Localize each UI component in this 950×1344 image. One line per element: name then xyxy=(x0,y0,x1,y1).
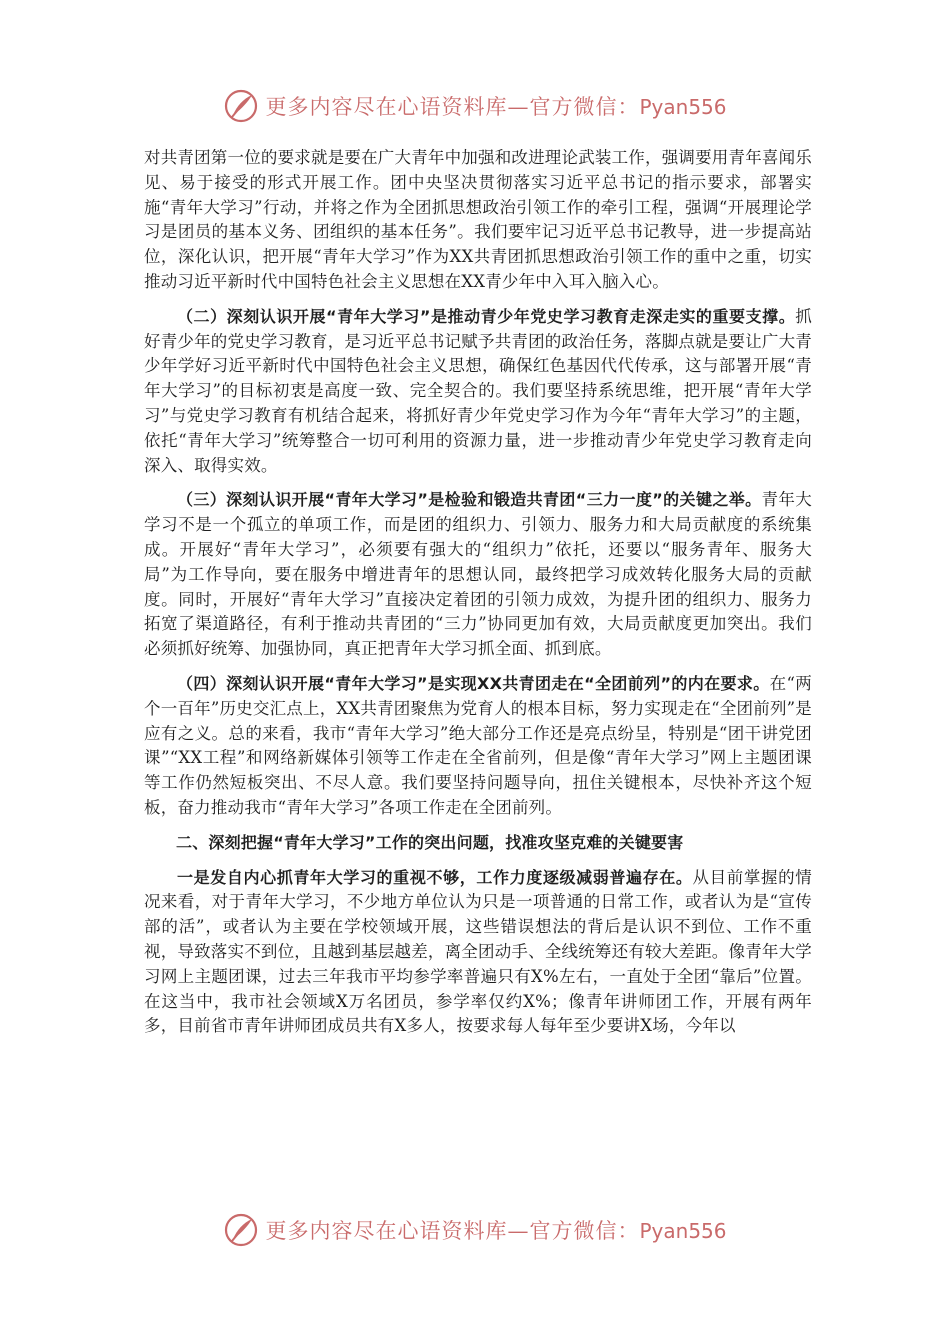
paragraph-4 xyxy=(144,672,812,821)
paragraph-4-text: 在“两个一百年”历史交汇点上，XX共青团聚焦为党育人的根本目标，努力实现走在“全团前列”是应有之义。总的来看，我市“青年大学习”绝大部分工作还是亮点纷呈，特别是“团干讲党团课”“XX工程”和网络新媒体引领等工作走在全省前列，但是像“青年大学习”网上主题团课等工作仍然短板突出、不尽人意。我们要坚持问题导向，扭住关键根本，尽快补齐这个短板，奋力推动我市“青年大学习”各项工作走在全团前列。 xyxy=(144,673,812,817)
paragraph-5 xyxy=(144,866,812,1040)
section-heading-2: 二、深刻把握“青年大学习”工作的突出问题，找准攻坚克难的关键要害 xyxy=(176,832,684,852)
feather-pen-logo-icon xyxy=(223,88,259,124)
paragraph-5-heading: 一是发自内心抓青年大学习的重视不够，工作力度逐级减弱普遍存在。 xyxy=(177,867,693,887)
footer-watermark-text: 更多内容尽在心语资料库—官方微信：Pyan556 xyxy=(265,1219,727,1243)
paragraph-2-heading: （二）深刻认识开展“青年大学习”是推动青少年党史学习教育走深走实的重要支撑。 xyxy=(177,306,796,326)
footer-wechat-id: Pyan556 xyxy=(639,1219,727,1243)
document-body xyxy=(144,146,812,1049)
header-watermark xyxy=(0,86,950,126)
paragraph-3-heading: （三）深刻认识开展“青年大学习”是检验和锻造共青团“三力一度”的关键之举。 xyxy=(177,490,762,510)
footer-watermark xyxy=(0,1210,950,1250)
header-watermark-text: 更多内容尽在心语资料库—官方微信：Pyan556 xyxy=(265,95,727,119)
feather-pen-logo-icon xyxy=(223,1212,259,1248)
paragraph-2-text: 抓好青少年的党史学习教育，是习近平总书记赋予共青团的政治任务，落脚点就是要让广大青少年学好习近平新时代中国特色社会主义思想，确保红色基因代代传承，这与部署开展“青年大学习”的目标初衷是高度一致、完全契合的。我们要坚持系统思维，把开展“青年大学习”与党史学习教育有机结合起来，将抓好青少年党史学习作为今年“青年大学习”的主题，依托“青年大学习”统筹整合一切可利用的资源力量，进一步推动青少年党史学习教育走向深入、取得实效。 xyxy=(144,306,812,475)
paragraph-4-heading: （四）深刻认识开展“青年大学习”是实现XX共青团走在“全团前列”的内在要求。 xyxy=(177,673,770,693)
paragraph-3 xyxy=(144,488,812,662)
paragraph-2 xyxy=(144,305,812,479)
header-wechat-id: Pyan556 xyxy=(639,95,727,119)
paragraph-5-text: 从目前掌握的情况来看，对于青年大学习，不少地方单位认为只是一项普通的日常工作，或者认为是“宣传部的活”，或者认为主要在学校领域开展，这些错误想法的背后是认识不到位、工作不重视，导致落实不到位，且越到基层越差，离全团动手、全线统筹还有较大差距。像青年大学习网上主题团课，过去三年我市平均参学率普遍只有X%左右，一直处于全团“靠后”位置。在这当中，我市社会领域X万名团员，参学率仅约X%；像青年讲师团工作，开展有两年多，目前省市青年讲师团成员共有X多人，按要求每人每年至少要讲X场，今年以 xyxy=(144,867,812,1036)
paragraph-3-text: 青年大学习不是一个孤立的单项工作，而是团的组织力、引领力、服务力和大局贡献度的系统集成。开展好“青年大学习”，必须要有强大的“组织力”依托，还要以“服务青年、服务大局”为工作导向，要在服务中增进青年的思想认同，最终把学习成效转化服务大局的贡献度。同时，开展好“青年大学习”直接决定着团的引领力成效，为提升团的组织力、服务力拓宽了渠道路径，有利于推动共青团的“三力”协同更加有效，大局贡献度更加突出。我们必须抓好统筹、加强协同，真正把青年大学习抓全面、抓到底。 xyxy=(144,490,812,659)
paragraph-1: 对共青团第一位的要求就是要在广大青年中加强和改进理论武装工作，强调要用青年喜闻乐见、易于接受的形式开展工作。团中央坚决贯彻落实习近平总书记的指示要求，部署实施“青年大学习”行动，并将之作为全团抓思想政治引领工作的牵引工程，强调“开展理论学习是团员的基本义务、团组织的基本任务”。我们要牢记习近平总书记教导，进一步提高站位，深化认识，把开展“青年大学习”作为XX共青团抓思想政治引领工作的重中之重，切实推动习近平新时代中国特色社会主义思想在XX青少年中入耳入脑入心。 xyxy=(144,148,812,291)
